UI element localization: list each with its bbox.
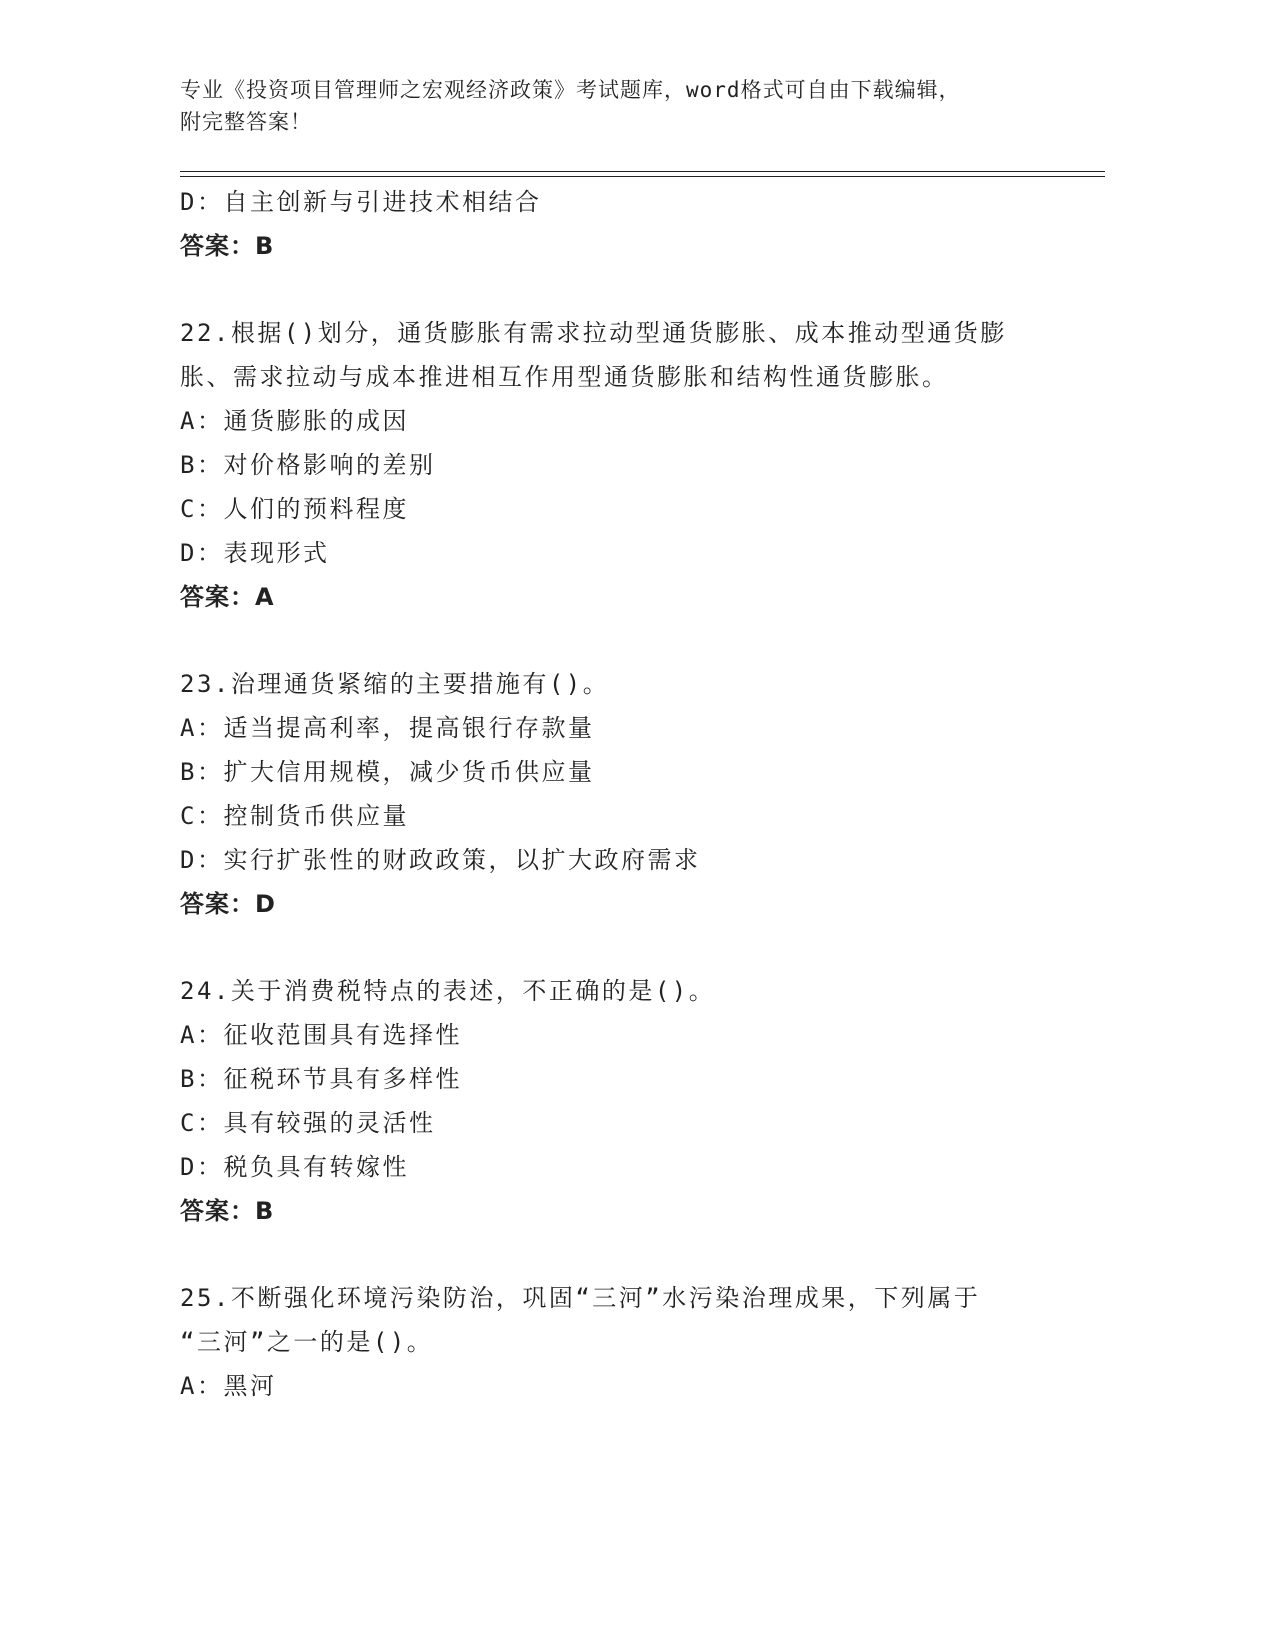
document-header xyxy=(180,74,1060,138)
spacer xyxy=(180,619,1040,662)
answer-line: 答案：A xyxy=(180,583,275,611)
option-c: C：控制货币供应量 xyxy=(180,802,409,830)
question-stem-25-line-1: 25.不断强化环境污染防治，巩固“三河”水污染治理成果，下列属于 xyxy=(180,1284,981,1312)
option-a: A：通货膨胀的成因 xyxy=(180,407,409,435)
answer-line: 答案：B xyxy=(180,232,275,260)
spacer xyxy=(180,926,1040,969)
option-d: D：表现形式 xyxy=(180,539,330,567)
option-b: B：征税环节具有多样性 xyxy=(180,1065,462,1093)
spacer xyxy=(180,268,1040,311)
question-list xyxy=(180,180,1040,1408)
question-stem-25-line-2: “三河”之一的是()。 xyxy=(180,1328,434,1356)
option-c: C：人们的预料程度 xyxy=(180,495,409,523)
header-divider-bottom xyxy=(180,176,1105,177)
header-line-2: 附完整答案！ xyxy=(180,110,312,134)
answer-line: 答案：B xyxy=(180,1197,275,1225)
question-stem-22-line-2: 胀、需求拉动与成本推进相互作用型通货膨胀和结构性通货膨胀。 xyxy=(180,363,949,391)
header-line-1: 专业《投资项目管理师之宏观经济政策》考试题库，word格式可自由下载编辑， xyxy=(180,78,961,102)
option-d: D：自主创新与引进技术相结合 xyxy=(180,188,542,216)
option-a: A：适当提高利率，提高银行存款量 xyxy=(180,714,595,742)
option-d: D：税负具有转嫁性 xyxy=(180,1153,409,1181)
option-b: B：扩大信用规模，减少货币供应量 xyxy=(180,758,595,786)
option-c: C：具有较强的灵活性 xyxy=(180,1109,436,1137)
option-b: B：对价格影响的差别 xyxy=(180,451,436,479)
question-stem-22-line-1: 22.根据()划分，通货膨胀有需求拉动型通货膨胀、成本推动型通货膨 xyxy=(180,319,1007,347)
answer-line: 答案：D xyxy=(180,890,276,918)
option-a: A：征收范围具有选择性 xyxy=(180,1021,462,1049)
question-stem-23: 23.治理通货紧缩的主要措施有()。 xyxy=(180,670,610,698)
question-stem-24: 24.关于消费税特点的表述，不正确的是()。 xyxy=(180,977,716,1005)
header-divider-top xyxy=(180,171,1105,172)
option-a: A：黑河 xyxy=(180,1372,277,1400)
option-d: D：实行扩张性的财政政策，以扩大政府需求 xyxy=(180,846,701,874)
spacer xyxy=(180,1233,1040,1276)
